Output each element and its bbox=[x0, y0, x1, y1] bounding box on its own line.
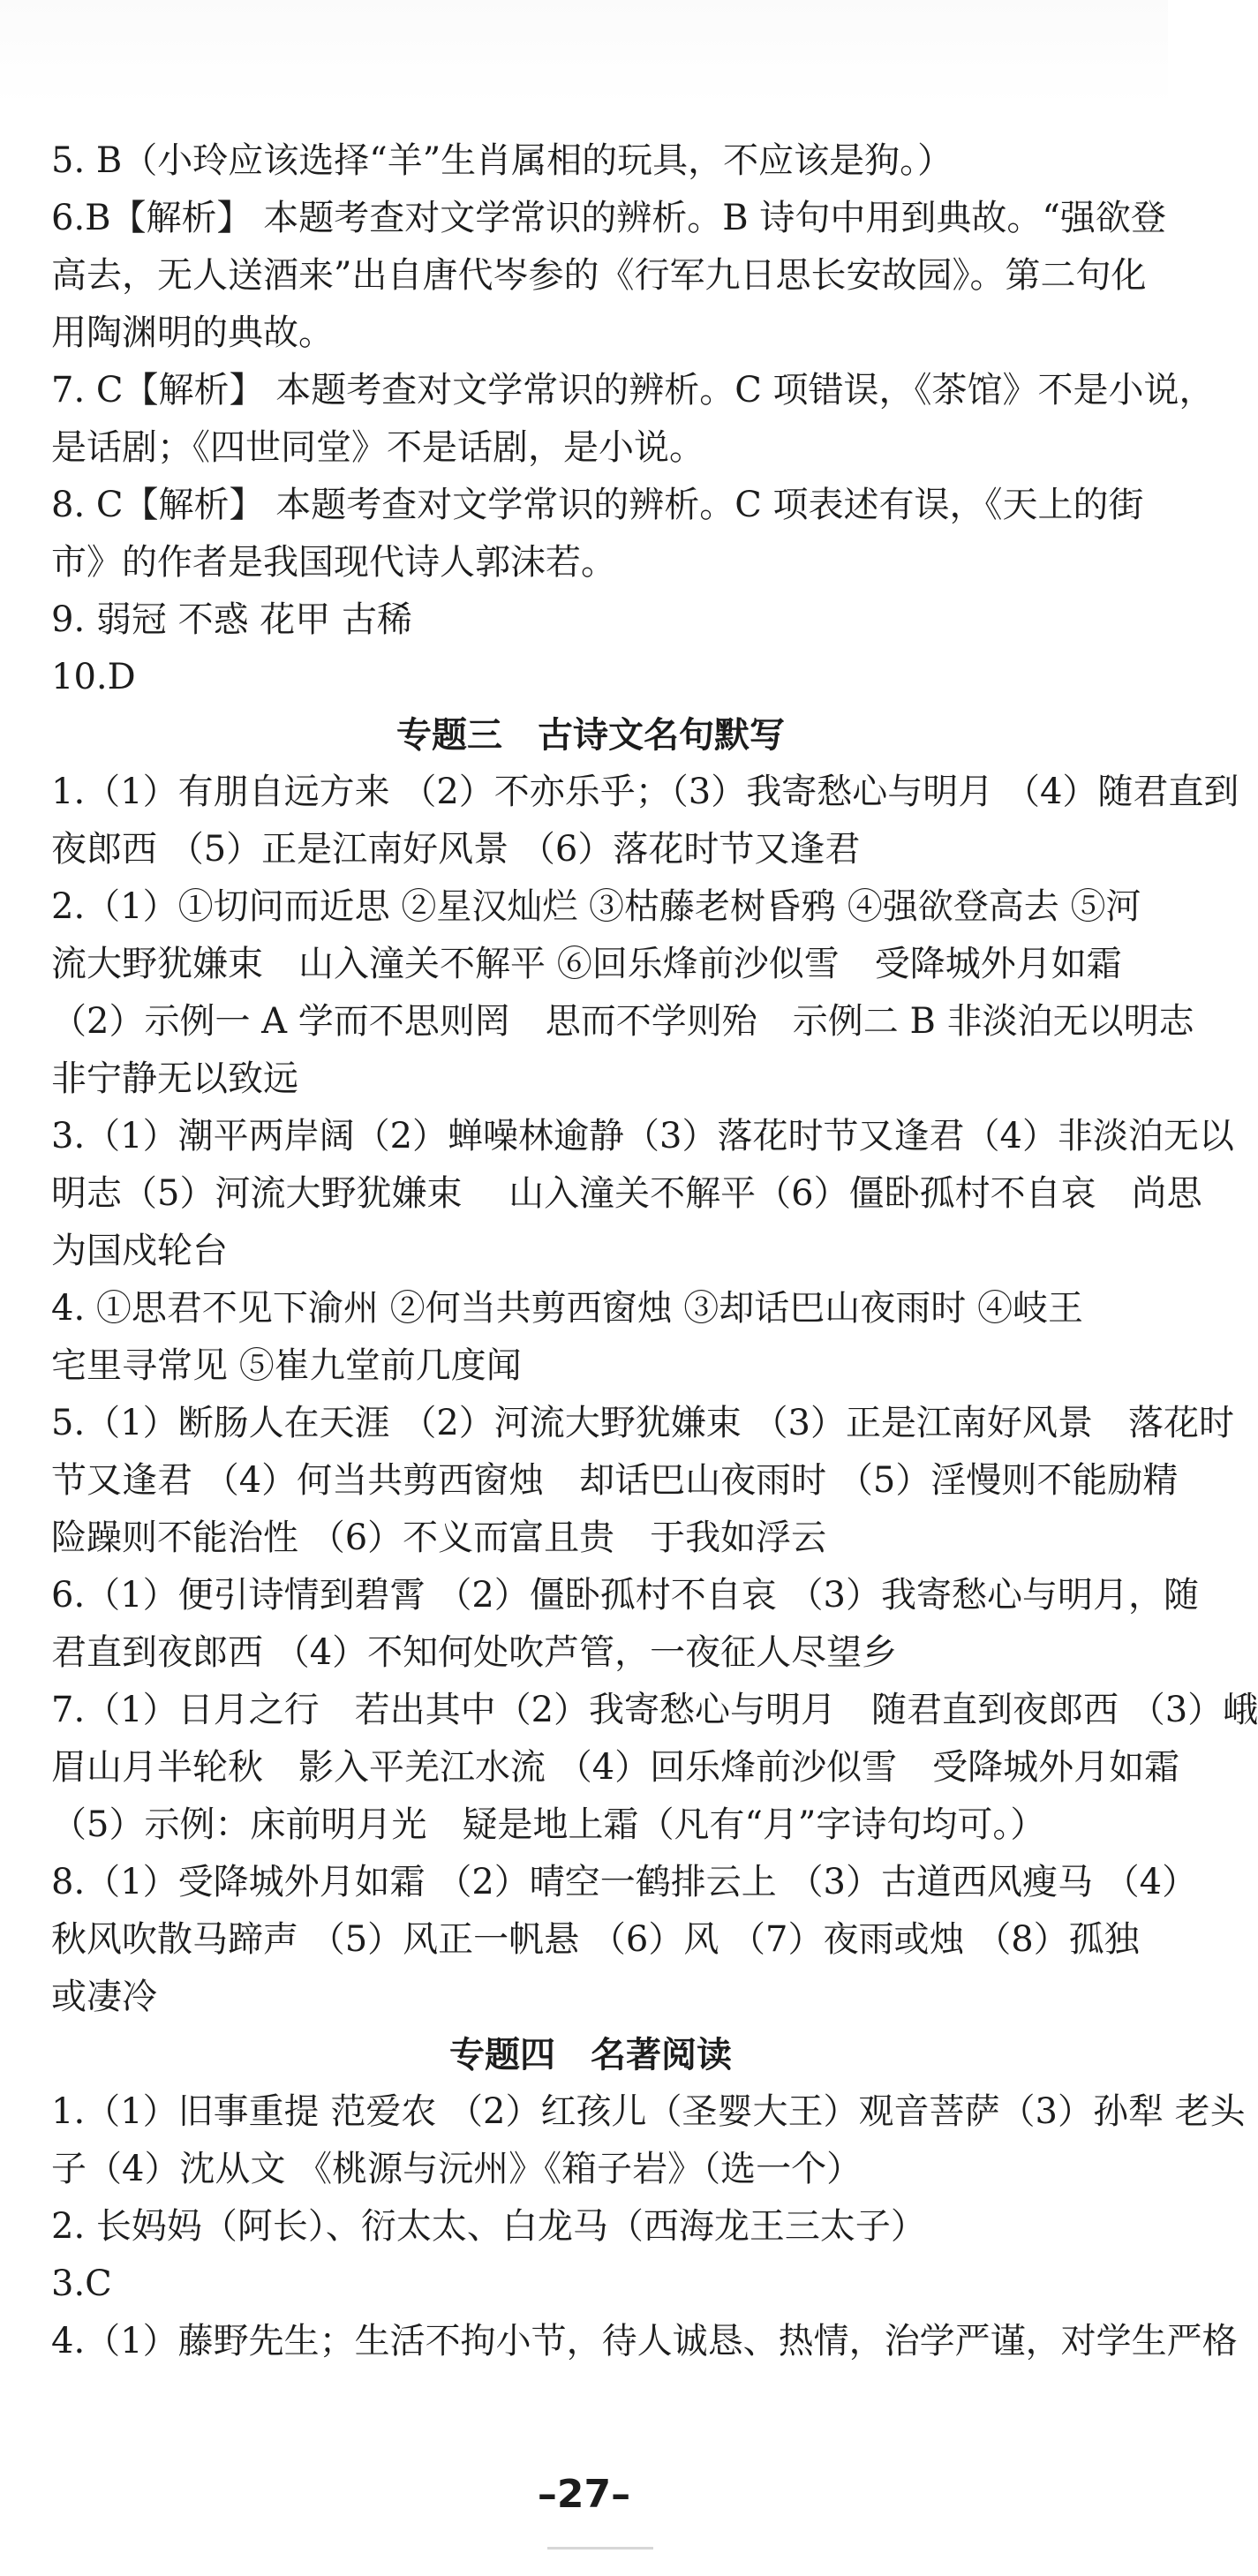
text-line: 或凄冷 bbox=[51, 1977, 157, 2017]
text-line: 秋风吹散马蹄声 （5）风正一帆悬 （6）风 （7）夜雨或烛 （8）孤独 bbox=[51, 1919, 1140, 1960]
text-line: 5.（1）断肠人在天涯 （2）河流大野犹嫌束 （3）正是江南好风景 落花时 bbox=[51, 1403, 1234, 1443]
text-line: 用陶渊明的典故。 bbox=[51, 313, 334, 353]
section-heading: 专题四 名著阅读 bbox=[449, 2034, 732, 2075]
text-line: 非宁静无以致远 bbox=[51, 1058, 298, 1099]
text-line: 3.（1）潮平两岸阔（2）蝉噪林逾静（3）落花时节又逢君（4）非淡泊无以 bbox=[51, 1116, 1234, 1156]
text-line: 4.（1）藤野先生；生活不拘小节，待人诚恳、热情，治学严谨，对学生严格 bbox=[51, 2321, 1238, 2361]
page-number: –27– bbox=[537, 2472, 631, 2517]
text-line: 夜郎西 （5）正是江南好风景 （6）落花时节又逢君 bbox=[51, 829, 861, 870]
text-line: 4. ①思君不见下渝州 ②何当共剪西窗烛 ③却话巴山夜雨时 ④岐王 bbox=[51, 1288, 1084, 1329]
text-line: （2）示例一 A 学而不思则罔 思而不学则殆 示例二 B 非淡泊无以明志 bbox=[51, 1001, 1194, 1042]
text-line: 流大野犹嫌束 山入潼关不解平 ⑥回乐烽前沙似雪 受降城外月如霜 bbox=[51, 944, 1122, 984]
text-line: 为国戍轮台 bbox=[51, 1231, 228, 1271]
text-line: 险躁则不能治性 （6）不义而富且贵 于我如浮云 bbox=[51, 1518, 827, 1558]
text-line: （5）示例：床前明月光 疑是地上霜（凡有“月”字诗句均可。） bbox=[51, 1804, 1046, 1845]
text-line: 君直到夜郎西 （4）不知何处吹芦管，一夜征人尽望乡 bbox=[51, 1632, 898, 1673]
text-line: 6.B【解析】 本题考查对文学常识的辨析。B 诗句中用到典故。“强欲登 bbox=[51, 198, 1166, 238]
text-line: 1.（1）有朋自远方来 （2）不亦乐乎；（3）我寄愁心与明月 （4）随君直到 bbox=[51, 772, 1239, 812]
text-line: 市》的作者是我国现代诗人郭沫若。 bbox=[51, 542, 616, 583]
text-line: 3.C bbox=[51, 2263, 112, 2304]
section-3 bbox=[51, 706, 1258, 2026]
text-line: 明志（5）河流大野犹嫌束 山入潼关不解平（6）僵卧孤村不自哀 尚思 bbox=[51, 1173, 1202, 1214]
text-line: 2.（1）①切问而近思 ②星汉灿烂 ③枯藤老树昏鸦 ④强欲登高去 ⑤河 bbox=[51, 886, 1141, 927]
text-line: 2. 长妈妈（阿长）、衍太太、白龙马（西海龙王三太子） bbox=[51, 2206, 926, 2247]
text-line: 8. C【解析】 本题考查对文学常识的辨析。C 项表述有误，《天上的街 bbox=[51, 485, 1144, 525]
text-line: 子（4）沈从文 《桃源与沅州》《箱子岩》（选一个） bbox=[51, 2149, 863, 2189]
text-line: 7. C【解析】 本题考查对文学常识的辨析。C 项错误，《茶馆》不是小说， bbox=[51, 370, 1215, 411]
section-4 bbox=[51, 2026, 1246, 2370]
scan-top-shade bbox=[0, 0, 1168, 106]
text-line: 5. B（小玲应该选择“羊”生肖属相的玩具，不应该是狗。） bbox=[51, 140, 953, 181]
text-line: 高去，无人送酒来”出自唐代岑参的《行军九日思长安故园》。第二句化 bbox=[51, 255, 1147, 296]
text-line: 眉山月半轮秋 影入平羌江水流 （4）回乐烽前沙似雪 受降城外月如霜 bbox=[51, 1747, 1180, 1788]
text-line: 6.（1）便引诗情到碧霄 （2）僵卧孤村不自哀 （3）我寄愁心与明月，随 bbox=[51, 1575, 1199, 1616]
text-line: 1.（1）旧事重提 范爱农 （2）红孩儿（圣婴大王）观音菩萨（3）孙犁 老头 bbox=[51, 2091, 1246, 2132]
text-line: 节又逢君 （4）何当共剪西窗烛 却话巴山夜雨时 （5）淫慢则不能励精 bbox=[51, 1460, 1179, 1501]
answer-page bbox=[51, 132, 1258, 2370]
text-line: 9. 弱冠 不惑 花甲 古稀 bbox=[51, 599, 413, 640]
text-line: 8.（1）受降城外月如霜 （2）晴空一鹤排云上 （3）古道西风瘦马 （4） bbox=[51, 1862, 1198, 1902]
text-line: 7.（1）日月之行 若出其中（2）我寄愁心与明月 随君直到夜郎西 （3）峨 bbox=[51, 1690, 1258, 1730]
text-line: 是话剧；《四世同堂》不是话剧，是小说。 bbox=[51, 427, 704, 468]
scan-edge-mark bbox=[547, 2547, 653, 2550]
text-line: 10.D bbox=[51, 657, 136, 697]
section-heading: 专题三 古诗文名句默写 bbox=[396, 714, 785, 756]
section-2-tail bbox=[51, 132, 1215, 706]
text-line: 宅里寻常见 ⑤崔九堂前几度闻 bbox=[51, 1345, 522, 1386]
